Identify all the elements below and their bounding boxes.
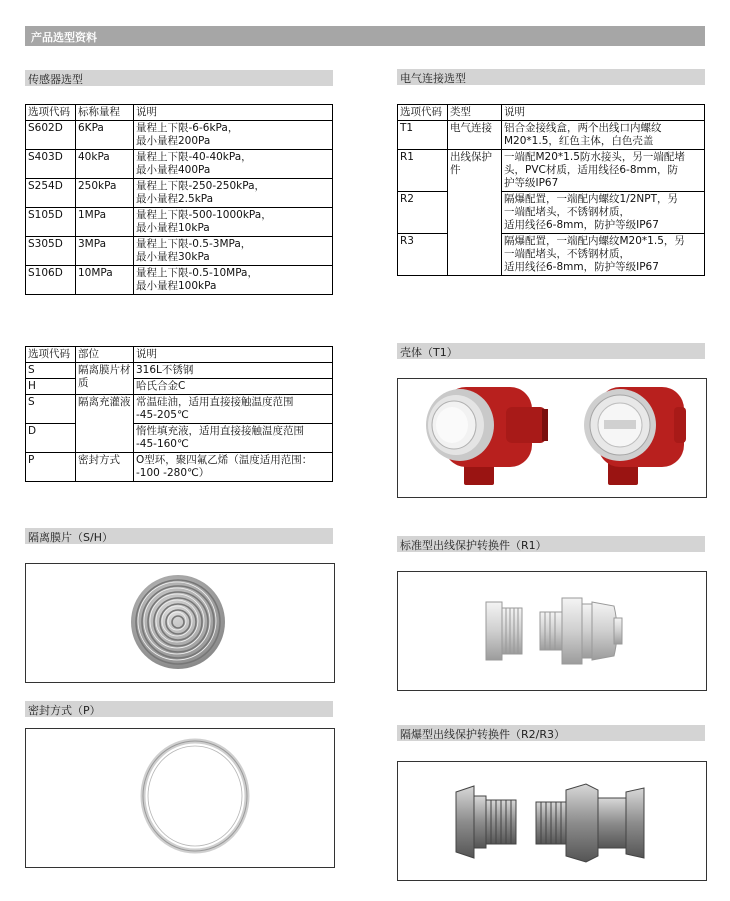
header-cell: 选项代码 xyxy=(26,347,76,363)
sensor-section-header xyxy=(25,70,333,86)
diaphragm-section-header xyxy=(25,528,333,544)
desc-line: M20*1.5，红色主体，白色壳盖 xyxy=(504,135,654,147)
table-row xyxy=(26,424,333,453)
housing-side-view xyxy=(426,387,548,485)
desc-line: 最小量程2.5kPa xyxy=(136,193,214,205)
table-row xyxy=(26,363,333,379)
desc-line: 一端配M20*1.5防水接头，另一端配堵 xyxy=(504,151,685,163)
code-cell: S254D xyxy=(26,179,76,208)
desc-cell xyxy=(502,234,705,276)
desc-line: 量程上下限-0.5-10MPa， xyxy=(136,267,258,279)
desc-line: 惰性填充液，适用直接接触温度范围 xyxy=(136,425,304,437)
range-cell: 40kPa xyxy=(76,150,134,179)
desc-line: 量程上下限-500-1000kPa， xyxy=(136,209,272,221)
housing-image xyxy=(398,379,706,497)
range-cell: 10MPa xyxy=(76,266,134,295)
table-row xyxy=(26,266,333,295)
diaphragm-section-title: 隔离膜片（S/H） xyxy=(28,531,113,544)
code-cell: S106D xyxy=(26,266,76,295)
table-row xyxy=(398,150,705,192)
header-cell: 选项代码 xyxy=(398,105,448,121)
desc-line: 铝合金接线盒，两个出线口内螺纹 xyxy=(504,122,662,134)
header-cell: 说明 xyxy=(502,105,705,121)
desc-line: 常温硅油，适用直接接触温度范围 xyxy=(136,396,294,408)
page-header-bar xyxy=(25,26,705,46)
desc-line: -45-160℃ xyxy=(136,438,189,450)
r23-image-frame xyxy=(397,761,707,881)
desc-line: 量程上下限-6-6kPa， xyxy=(136,122,239,134)
desc-line: 最小量程30kPa xyxy=(136,251,210,263)
table-row xyxy=(398,192,705,234)
desc-line: 最小量程200Pa xyxy=(136,135,211,147)
table-header-row xyxy=(26,347,333,363)
table-header-row xyxy=(26,105,333,121)
code-cell: P xyxy=(26,453,76,482)
housing-section-header xyxy=(397,343,705,359)
seal-section-title: 密封方式（P） xyxy=(28,704,101,717)
code-cell: H xyxy=(26,379,76,395)
diaphragm-image xyxy=(26,564,334,682)
code-cell: R3 xyxy=(398,234,448,276)
desc-line: O型环，聚四氟乙烯（温度适用范围： xyxy=(136,454,313,466)
diaphragm-image-frame xyxy=(25,563,335,683)
r1-section-header xyxy=(397,536,705,552)
r1-section-title: 标准型出线保护转换件（R1） xyxy=(400,539,547,552)
table-row xyxy=(26,179,333,208)
header-cell: 说明 xyxy=(134,347,333,363)
range-cell: 6KPa xyxy=(76,121,134,150)
desc-line: 量程上下限-40-40kPa， xyxy=(136,151,252,163)
desc-line: 适用线径6-8mm，防护等级IP67 xyxy=(504,261,659,273)
code-cell: S602D xyxy=(26,121,76,150)
sensor-section-title: 传感器选型 xyxy=(28,73,83,86)
table-row xyxy=(398,234,705,276)
desc-cell xyxy=(502,150,705,192)
part-cell: 隔离膜片材质 xyxy=(76,363,134,395)
table-row xyxy=(26,150,333,179)
code-cell: S403D xyxy=(26,150,76,179)
table-row xyxy=(26,453,333,482)
header-cell: 选项代码 xyxy=(26,105,76,121)
header-cell: 标称量程 xyxy=(76,105,134,121)
desc-line: 一端配堵头，不锈钢材质， xyxy=(504,206,630,218)
code-cell: S xyxy=(26,395,76,424)
r23-section-header xyxy=(397,725,705,741)
range-cell: 250kPa xyxy=(76,179,134,208)
seal-image-frame xyxy=(25,728,335,868)
table-header-row xyxy=(398,105,705,121)
range-cell: 3MPa xyxy=(76,237,134,266)
desc-cell xyxy=(134,395,333,424)
desc-cell xyxy=(134,208,333,237)
material-table xyxy=(25,346,333,482)
table-row xyxy=(26,395,333,424)
r1-image-frame xyxy=(397,571,707,691)
housing-section-title: 壳体（T1） xyxy=(400,346,458,359)
desc-line: 最小量程100kPa xyxy=(136,280,217,292)
page-title: 产品选型资料 xyxy=(31,31,97,44)
desc-line: 最小量程400Pa xyxy=(136,164,211,176)
desc-line: 一端配堵头，不锈钢材质， xyxy=(504,248,630,260)
type-cell: 电气连接 xyxy=(448,121,502,150)
header-cell: 说明 xyxy=(134,105,333,121)
electrical-section-title: 电气连接选型 xyxy=(400,72,466,85)
desc-line: 头，PVC材质，适用线径6-8mm，防 xyxy=(504,164,678,176)
sensor-table xyxy=(25,104,333,295)
type-cell: 出线保护件 xyxy=(448,150,502,276)
desc-cell: 哈氏合金C xyxy=(134,379,333,395)
code-cell: D xyxy=(26,424,76,453)
desc-cell xyxy=(134,121,333,150)
housing-image-frame xyxy=(397,378,707,498)
desc-line: 量程上下限-0.5-3MPa， xyxy=(136,238,252,250)
housing-front-view xyxy=(584,387,686,485)
header-cell: 类型 xyxy=(448,105,502,121)
desc-cell: 316L不锈钢 xyxy=(134,363,333,379)
header-cell: 部位 xyxy=(76,347,134,363)
r23-section-title: 隔爆型出线保护转换件（R2/R3） xyxy=(400,728,565,741)
desc-cell xyxy=(502,121,705,150)
desc-cell xyxy=(502,192,705,234)
code-cell: S305D xyxy=(26,237,76,266)
desc-cell xyxy=(134,179,333,208)
electrical-section-header xyxy=(397,69,705,85)
desc-line: 护等级IP67 xyxy=(504,177,559,189)
table-row xyxy=(26,379,333,395)
desc-line: 隔爆配置，一端配内螺纹1/2NPT，另 xyxy=(504,193,678,205)
desc-cell xyxy=(134,150,333,179)
desc-line: 量程上下限-250-250kPa， xyxy=(136,180,266,192)
part-cell: 密封方式 xyxy=(76,453,134,482)
desc-line: 隔爆配置，一端配内螺纹M20*1.5，另 xyxy=(504,235,685,247)
seal-section-header xyxy=(25,701,333,717)
part-cell: 隔离充灌液 xyxy=(76,395,134,453)
r23-adapter-image xyxy=(398,762,706,880)
table-row xyxy=(26,208,333,237)
table-row xyxy=(26,121,333,150)
table-row xyxy=(398,121,705,150)
desc-cell xyxy=(134,424,333,453)
code-cell: R2 xyxy=(398,192,448,234)
desc-line: -100 -280℃） xyxy=(136,467,210,479)
electrical-table xyxy=(397,104,705,276)
table-row xyxy=(26,237,333,266)
o-ring-image xyxy=(26,729,334,867)
code-cell: R1 xyxy=(398,150,448,192)
desc-cell xyxy=(134,237,333,266)
desc-line: 最小量程10kPa xyxy=(136,222,210,234)
code-cell: S xyxy=(26,363,76,379)
code-cell: S105D xyxy=(26,208,76,237)
desc-line: -45-205℃ xyxy=(136,409,189,421)
desc-line: 适用线径6-8mm，防护等级IP67 xyxy=(504,219,659,231)
range-cell: 1MPa xyxy=(76,208,134,237)
code-cell: T1 xyxy=(398,121,448,150)
desc-cell xyxy=(134,266,333,295)
desc-cell xyxy=(134,453,333,482)
r1-adapter-image xyxy=(398,572,706,690)
